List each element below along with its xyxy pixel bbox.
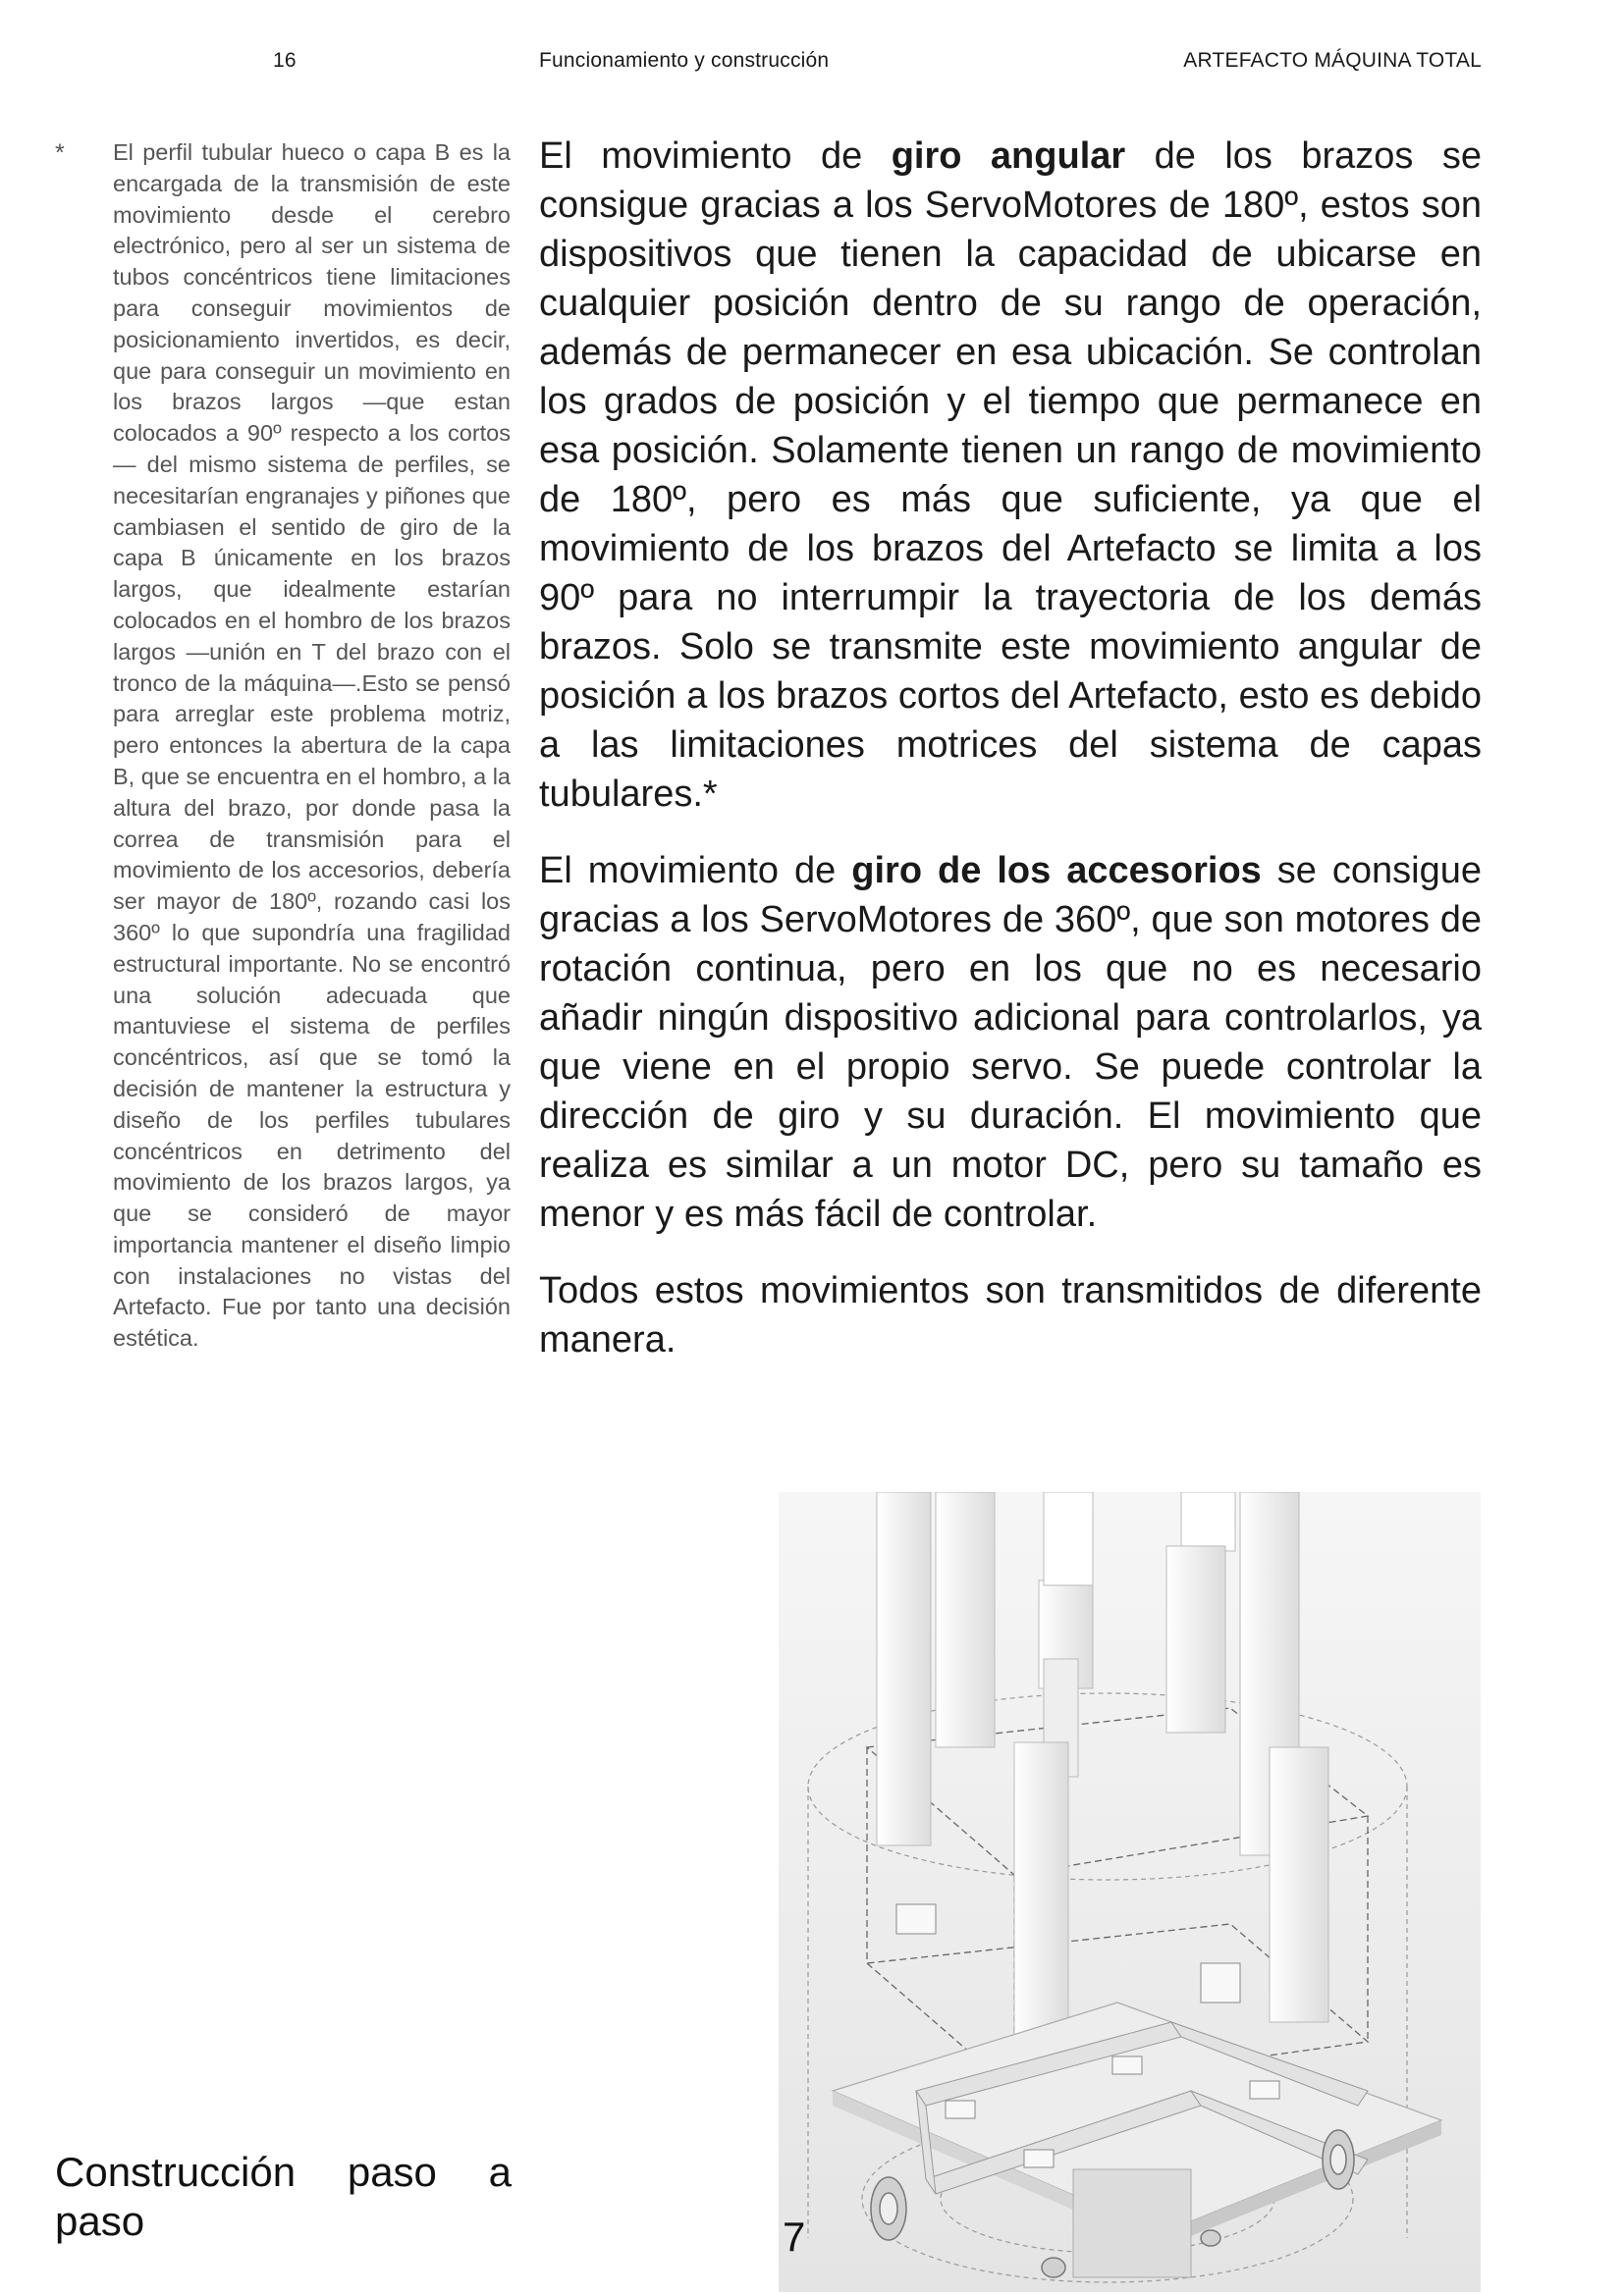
footnote-text: El perfil tubular hueco o capa B es la encargada de la transmisión de este movimiento desde el cerebro electrónico, pero al ser un sistema de tubos concéntricos tiene limitaciones para conseguir movimientos de posicionamiento invertidos, es decir, que para conseguir un movimiento en los brazos largos —que estan colocados a 90º respecto a los cortos— del mismo sistema de perfiles, se necesitarían engranajes y piñones que cambiasen el sentido de giro de la capa B únicamente en los brazos largos, que idealmente estarían colocados en el hombro de los brazos largos —unión en T del brazo con el tronco de la máquina—.Esto se pensó para arreglar este problema motriz, pero entonces la abertura de la capa B, que se encuentra en el hombro, a la altura del brazo, por donde pasa la correa de transmisión para el movimiento de los accesorios, debería ser mayor de 180º, rozando casi los 360º lo que supondría una fragilidad estructural importante. No se encontró una solución adecuada que mantuviese el sistema de perfiles concéntricos, así que se tomó la decisión de mantener la estructura y diseño de los perfiles tubulares concéntricos en detrimento del movimiento de los brazos largos, ya que se consideró de mayor importancia mantener el diseño limpio con instalaciones no vistas del Artefacto. Fue por tanto una decisión estética. <box>113 139 511 1352</box>
figure-number: 7 <box>783 2214 806 2260</box>
paragraph-1-emphasis: giro angular <box>891 135 1126 177</box>
footnote-marker: * <box>55 139 65 167</box>
main-text <box>539 132 1482 1392</box>
section-heading-line-2: paso <box>55 2198 145 2244</box>
paragraph-2-emphasis: giro de los accesorios <box>851 850 1262 891</box>
section-heading <box>55 2148 512 2246</box>
paragraph-transmision: Todos estos movimientos son transmitidos de diferente manera. <box>539 1270 1482 1361</box>
paragraph-2-lead: El movimiento de <box>539 850 852 891</box>
artefacto-render-illustration <box>779 1492 1481 2292</box>
section-title: Funcionamiento y construcción <box>539 49 830 72</box>
paragraph-1-lead: El movimiento de <box>539 135 892 177</box>
page-number: 16 <box>273 49 297 72</box>
paragraph-giro-accesorios <box>539 846 1482 1239</box>
paragraph-giro-angular <box>539 132 1482 819</box>
paragraph-2-body: se consigue gracias a los ServoMotores de 360º, que son motores de rotación continua, pero en los que no es necesario añadir ningún dispositivo adicional para controlarlos, ya que viene en el propio servo. Se puede controlar la dirección de giro y su duración. El movimiento que realiza es similar a un motor DC, pero su tamaño es menor y es más fácil de controlar. <box>539 850 1483 1235</box>
section-heading-line-1: Construcción paso a <box>55 2149 512 2195</box>
artefacto-render-figure <box>779 1492 1481 2292</box>
paragraph-1-body: de los brazos se consigue gracias a los ServoMotores de 180º, estos son dispositivos que tienen la capacidad de ubicarse en cualquier posición dentro de su rango de operación, además de permanecer en esa ubicación. Se controlan los grados de posición y el tiempo que permanece en esa posición. Solamente tienen un rango de movimiento de 180º, pero es más que suficiente, ya que el movimiento de los brazos del Artefacto se limita a los 90º para no interrumpir la trayectoria de los demás brazos. Solo se transmite este movimiento angular de posición a los brazos cortos del Artefacto, esto es debido a las limitaciones motrices del sistema de capas tubulares.* <box>539 135 1483 815</box>
document-title: ARTEFACTO MÁQUINA TOTAL <box>1183 49 1482 72</box>
